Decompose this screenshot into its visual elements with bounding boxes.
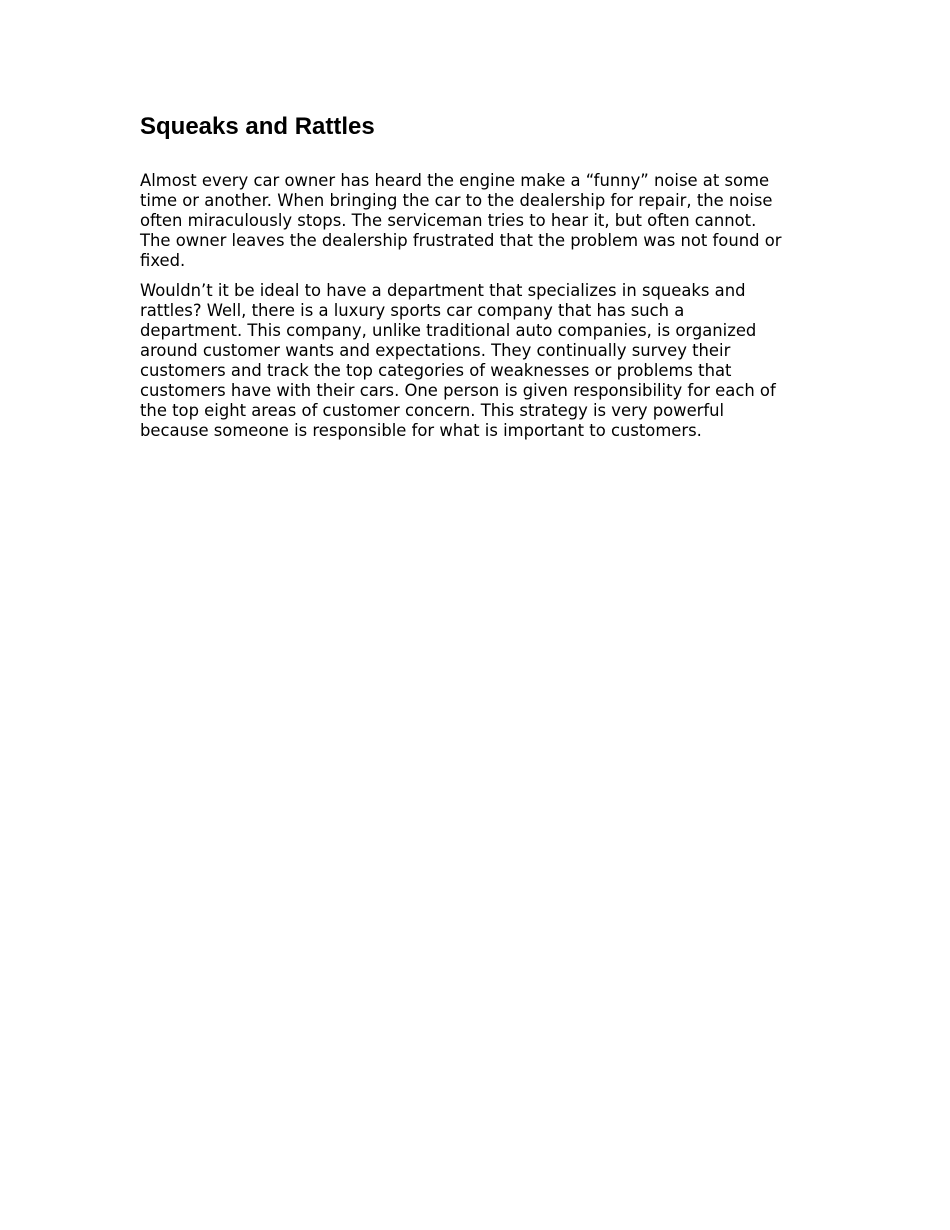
- paragraph-2: Wouldn’t it be ideal to have a department that specializes in squeaks and rattles? Well, there is a luxury sports car company that has such a department. This company, unlike traditional auto companies, is organized around customer wants and expectations. They continually survey their customers and track the top categories of weaknesses or problems that customers have with their cars. One person is given responsibility for each of the top eight areas of customer concern. This strategy is very powerful because someone is responsible for what is important to customers.: [140, 281, 776, 440]
- document-body: [140, 112, 820, 451]
- document-title: Squeaks and Rattles: [140, 113, 375, 140]
- paragraph-1: Almost every car owner has heard the engine make a “funny” noise at some time or another. When bringing the car to the dealership for repair, the noise often miraculously stops. The serviceman tries to hear it, but often cannot. The owner leaves the dealership frustrated that the problem was not found or fixed.: [140, 171, 782, 270]
